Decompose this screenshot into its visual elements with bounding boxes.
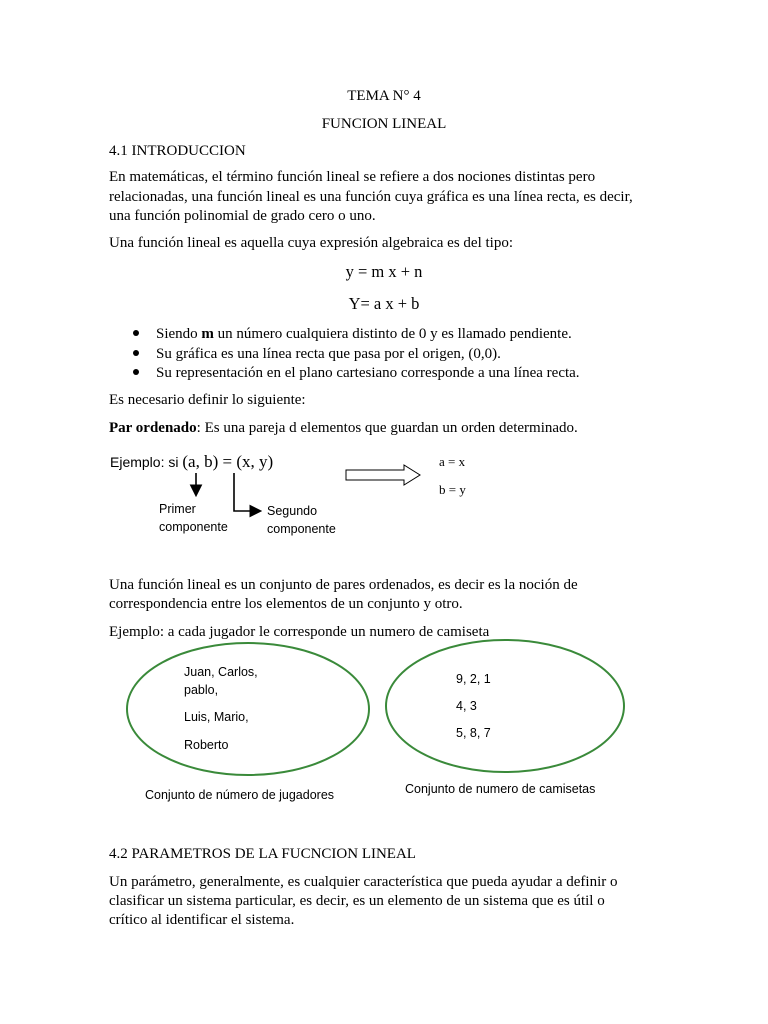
page-subtitle: FUNCION LINEAL	[321, 116, 447, 132]
parametros-paragraph-line-1: Un parámetro, generalmente, es cualquier característica que pueda ayudar a definir o	[109, 874, 618, 890]
definir-paragraph: Es necesario definir lo siguiente:	[109, 392, 306, 408]
intro-paragraph-line-2: relacionadas, una función lineal es una función cuya gráfica es una línea recta, es decir,	[109, 189, 633, 205]
equation-b-y: b = y	[439, 482, 466, 497]
intro-paragraph-line-1: En matemáticas, el término función lineal se refiere a dos nociones distintas pero	[109, 169, 596, 185]
camiseta-example: Ejemplo: a cada jugador le corresponde un numero de camiseta	[109, 624, 490, 640]
shirt-set-item: 5, 8, 7	[456, 726, 491, 740]
conjunto-paragraph-line-1: Una función lineal es un conjunto de pares ordenados, es decir es la noción de	[109, 577, 578, 593]
equation-a-x: a = x	[439, 454, 466, 469]
formula-y-mx-n: y = m x + n	[345, 262, 423, 281]
section-heading-parametros: 4.2 PARAMETROS DE LA FUCNCION LINEAL	[109, 846, 416, 862]
player-set-item: Juan, Carlos,	[184, 665, 258, 679]
players-set-caption: Conjunto de número de jugadores	[145, 788, 335, 802]
player-set-item: pablo,	[184, 683, 219, 697]
conjunto-paragraph-line-2: correspondencia entre los elementos de un conjunto y otro.	[109, 596, 463, 612]
parametros-paragraph-line-3: crítico al identificar el sistema.	[109, 912, 295, 928]
page-title: TEMA N° 4	[347, 88, 421, 104]
shirts-set-ellipse	[386, 640, 624, 772]
segundo-label: Segundo componente	[267, 504, 336, 536]
player-set-item: Luis, Mario,	[184, 710, 249, 724]
par-ordenado-definition: Par ordenado: Es una pareja d elementos que guardan un orden determinado.	[109, 420, 578, 436]
segundo-arrow	[234, 473, 259, 511]
bullet-item-plano: Su representación en el plano cartesiano corresponde a una línea recta.	[156, 365, 580, 381]
expression-intro-paragraph: Una función lineal es aquella cuya expresión algebraica es del tipo:	[109, 235, 514, 251]
right-arrow-icon	[346, 465, 420, 485]
intro-paragraph-line-3: una función polinomial de grado cero o uno.	[109, 208, 376, 224]
formula-y-ax-b: Y= a x + b	[348, 294, 420, 313]
section-heading-intro: 4.1 INTRODUCCION	[109, 143, 246, 159]
ordered-pair-example: Ejemplo: si (a, b) = (x, y)	[110, 452, 274, 471]
shirt-set-item: 9, 2, 1	[456, 672, 491, 686]
primer-label: Primer componente	[159, 502, 228, 534]
shirt-set-item: 4, 3	[456, 699, 477, 713]
bullet-item-pendiente: Siendo m un número cualquiera distinto de 0 y es llamado pendiente.	[156, 326, 572, 342]
shirts-set-caption: Conjunto de numero de camisetas	[405, 782, 596, 796]
bullet-item-origen: Su gráfica es una línea recta que pasa por el origen, (0,0).	[156, 346, 501, 362]
player-set-item: Roberto	[184, 738, 229, 752]
parametros-paragraph-line-2: clasificar un sistema particular, es decir, es un elemento de un sistema que es útil o	[109, 893, 605, 909]
